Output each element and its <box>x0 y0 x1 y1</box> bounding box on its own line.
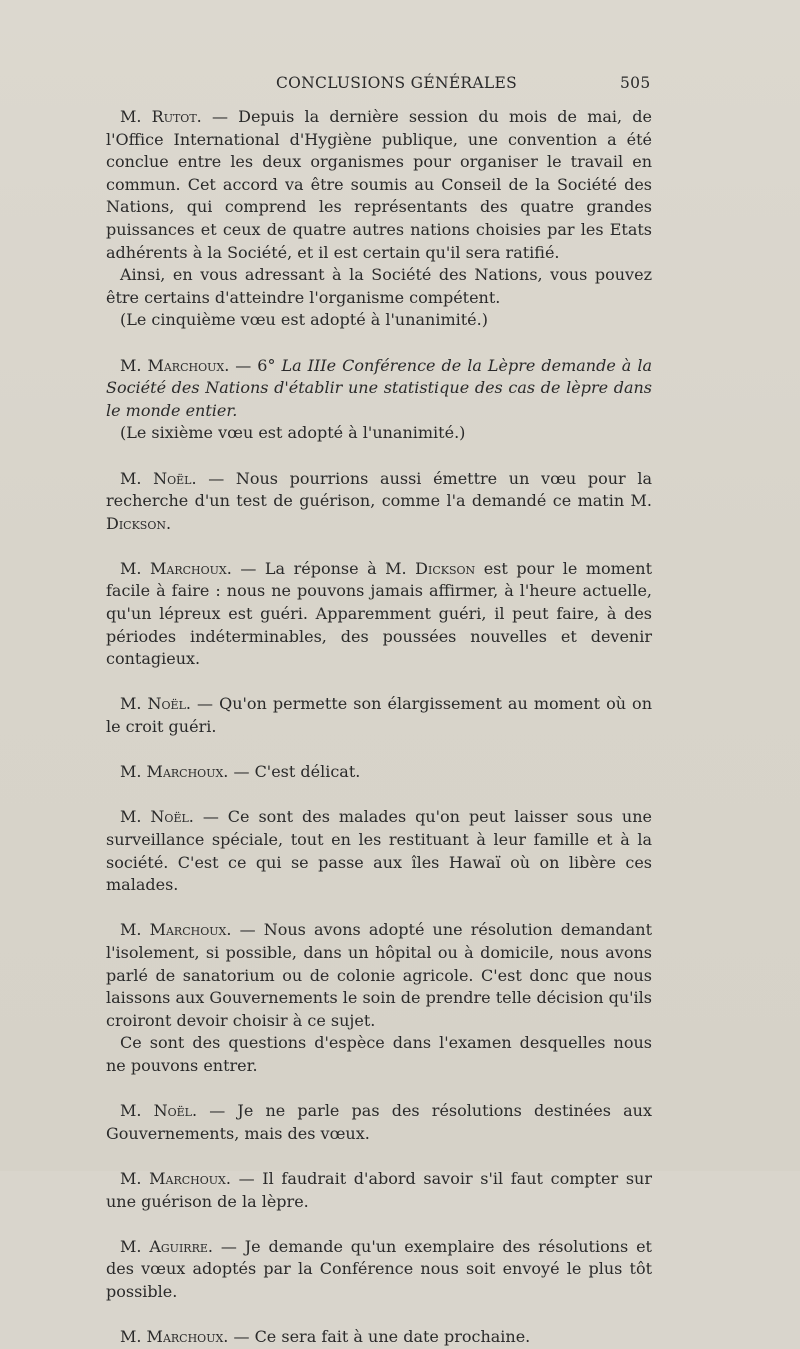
speaker-name: M. Marchoux. <box>120 1168 231 1188</box>
speaker-name: M. Marchoux. <box>120 355 230 375</box>
page-number: 505 <box>620 74 651 92</box>
paragraph-13: M. Noël. — Je ne parle pas des résolutions destinées aux Gouvernements, mais des vœux. <box>106 1101 652 1143</box>
paragraph-9: M. Marchoux. — C'est délicat. <box>120 762 361 782</box>
paragraph-12: Ce sont des questions d'espèce dans l'examen desquelles nous ne pouvons entrer. <box>106 1033 652 1075</box>
paragraph-15: M. Aguirre. — Je demande qu'un exemplaire des résolutions et des vœux adoptés par la Conférence nous soit envoyé le plus tôt possible. <box>106 1236 652 1301</box>
running-title: CONCLUSIONS GÉNÉRALES <box>276 74 518 92</box>
speaker-name: M. Marchoux. <box>120 762 229 782</box>
speaker-name: M. Marchoux. <box>120 558 232 578</box>
page-body <box>106 106 652 1349</box>
page-header <box>0 74 800 98</box>
paragraph-5: (Le sixième vœu est adopté à l'unanimité.) <box>120 423 466 443</box>
speaker-name: M. Aguirre. <box>120 1236 213 1256</box>
paragraph-4: M. Marchoux. — 6° La IIIe Conférence de la Lèpre demande à la Société des Nations d'établir une statistique des cas de lèpre dans le monde entier. <box>106 355 652 420</box>
speaker-name: M. Marchoux. <box>120 1327 229 1347</box>
paragraph-6: M. Noël. — Nous pourrions aussi émettre un vœu pour la recherche d'un test de guérison, comme l'a demandé ce matin M. Dickson. <box>106 468 653 533</box>
speaker-name: M. Noël. <box>120 1101 198 1121</box>
paragraph-2: Ainsi, en vous adressant à la Société des Nations, vous pouvez être certains d'atteindre l'organisme compétent. <box>106 265 652 307</box>
speaker-name: M. Noël. <box>120 468 197 488</box>
speaker-name: M. Marchoux. <box>120 920 232 940</box>
paragraph-7: M. Marchoux. — La réponse à M. Dickson est pour le moment facile à faire : nous ne pouvons jamais affirmer, à l'heure actuelle, qu'un lépreux est guéri. Apparemment guéri, il peut faire, à des périodes indéterminables, des poussées nouvelles et devenir contagieux. <box>106 558 653 669</box>
paragraph-11: M. Marchoux. — Nous avons adopté une résolution demandant l'isolement, si possible, dans un hôpital ou à domicile, nous avons parlé de sanatorium ou de colonie agricole. C'est donc que nous laissons aux Gouvernements le soin de prendre telle décision qu'ils croiront devoir choisir à ce sujet. <box>106 920 652 1030</box>
paragraph-8: M. Noël. — Qu'on permette son élargissement au moment où on le croit guéri. <box>106 694 652 737</box>
speaker-name: M. Noël. <box>120 807 194 827</box>
paragraph-3: (Le cinquième vœu est adopté à l'unanimité.) <box>120 310 488 330</box>
paragraph-16: M. Marchoux. — Ce sera fait à une date prochaine. <box>120 1327 531 1347</box>
paragraph-10: M. Noël. — Ce sont des malades qu'on peut laisser sous une surveillance spéciale, tout en les restituant à leur famille et à la société. C'est ce qui se passe aux îles Hawaï où on libère ces malades. <box>106 807 653 895</box>
paragraph-1: M. Rutot. — Depuis la dernière session du mois de mai, de l'Office International d'Hygiène publique, une convention a été conclue entre les deux organismes pour organiser le travail en commun. Cet accord va être soumis au Conseil de la Société des Nations, qui comprend les représentants des quatre grandes puissances et ceux de quatre autres nations choisies par les Etats adhérents à la Société, et il est certain qu'il sera ratifié. <box>106 107 653 262</box>
paragraph-14: M. Marchoux. — Il faudrait d'abord savoir s'il faut compter sur une guérison de la lèpre. <box>106 1168 653 1211</box>
speaker-name: M. Noël. <box>120 694 191 714</box>
speaker-name: M. Rutot. <box>120 107 202 126</box>
